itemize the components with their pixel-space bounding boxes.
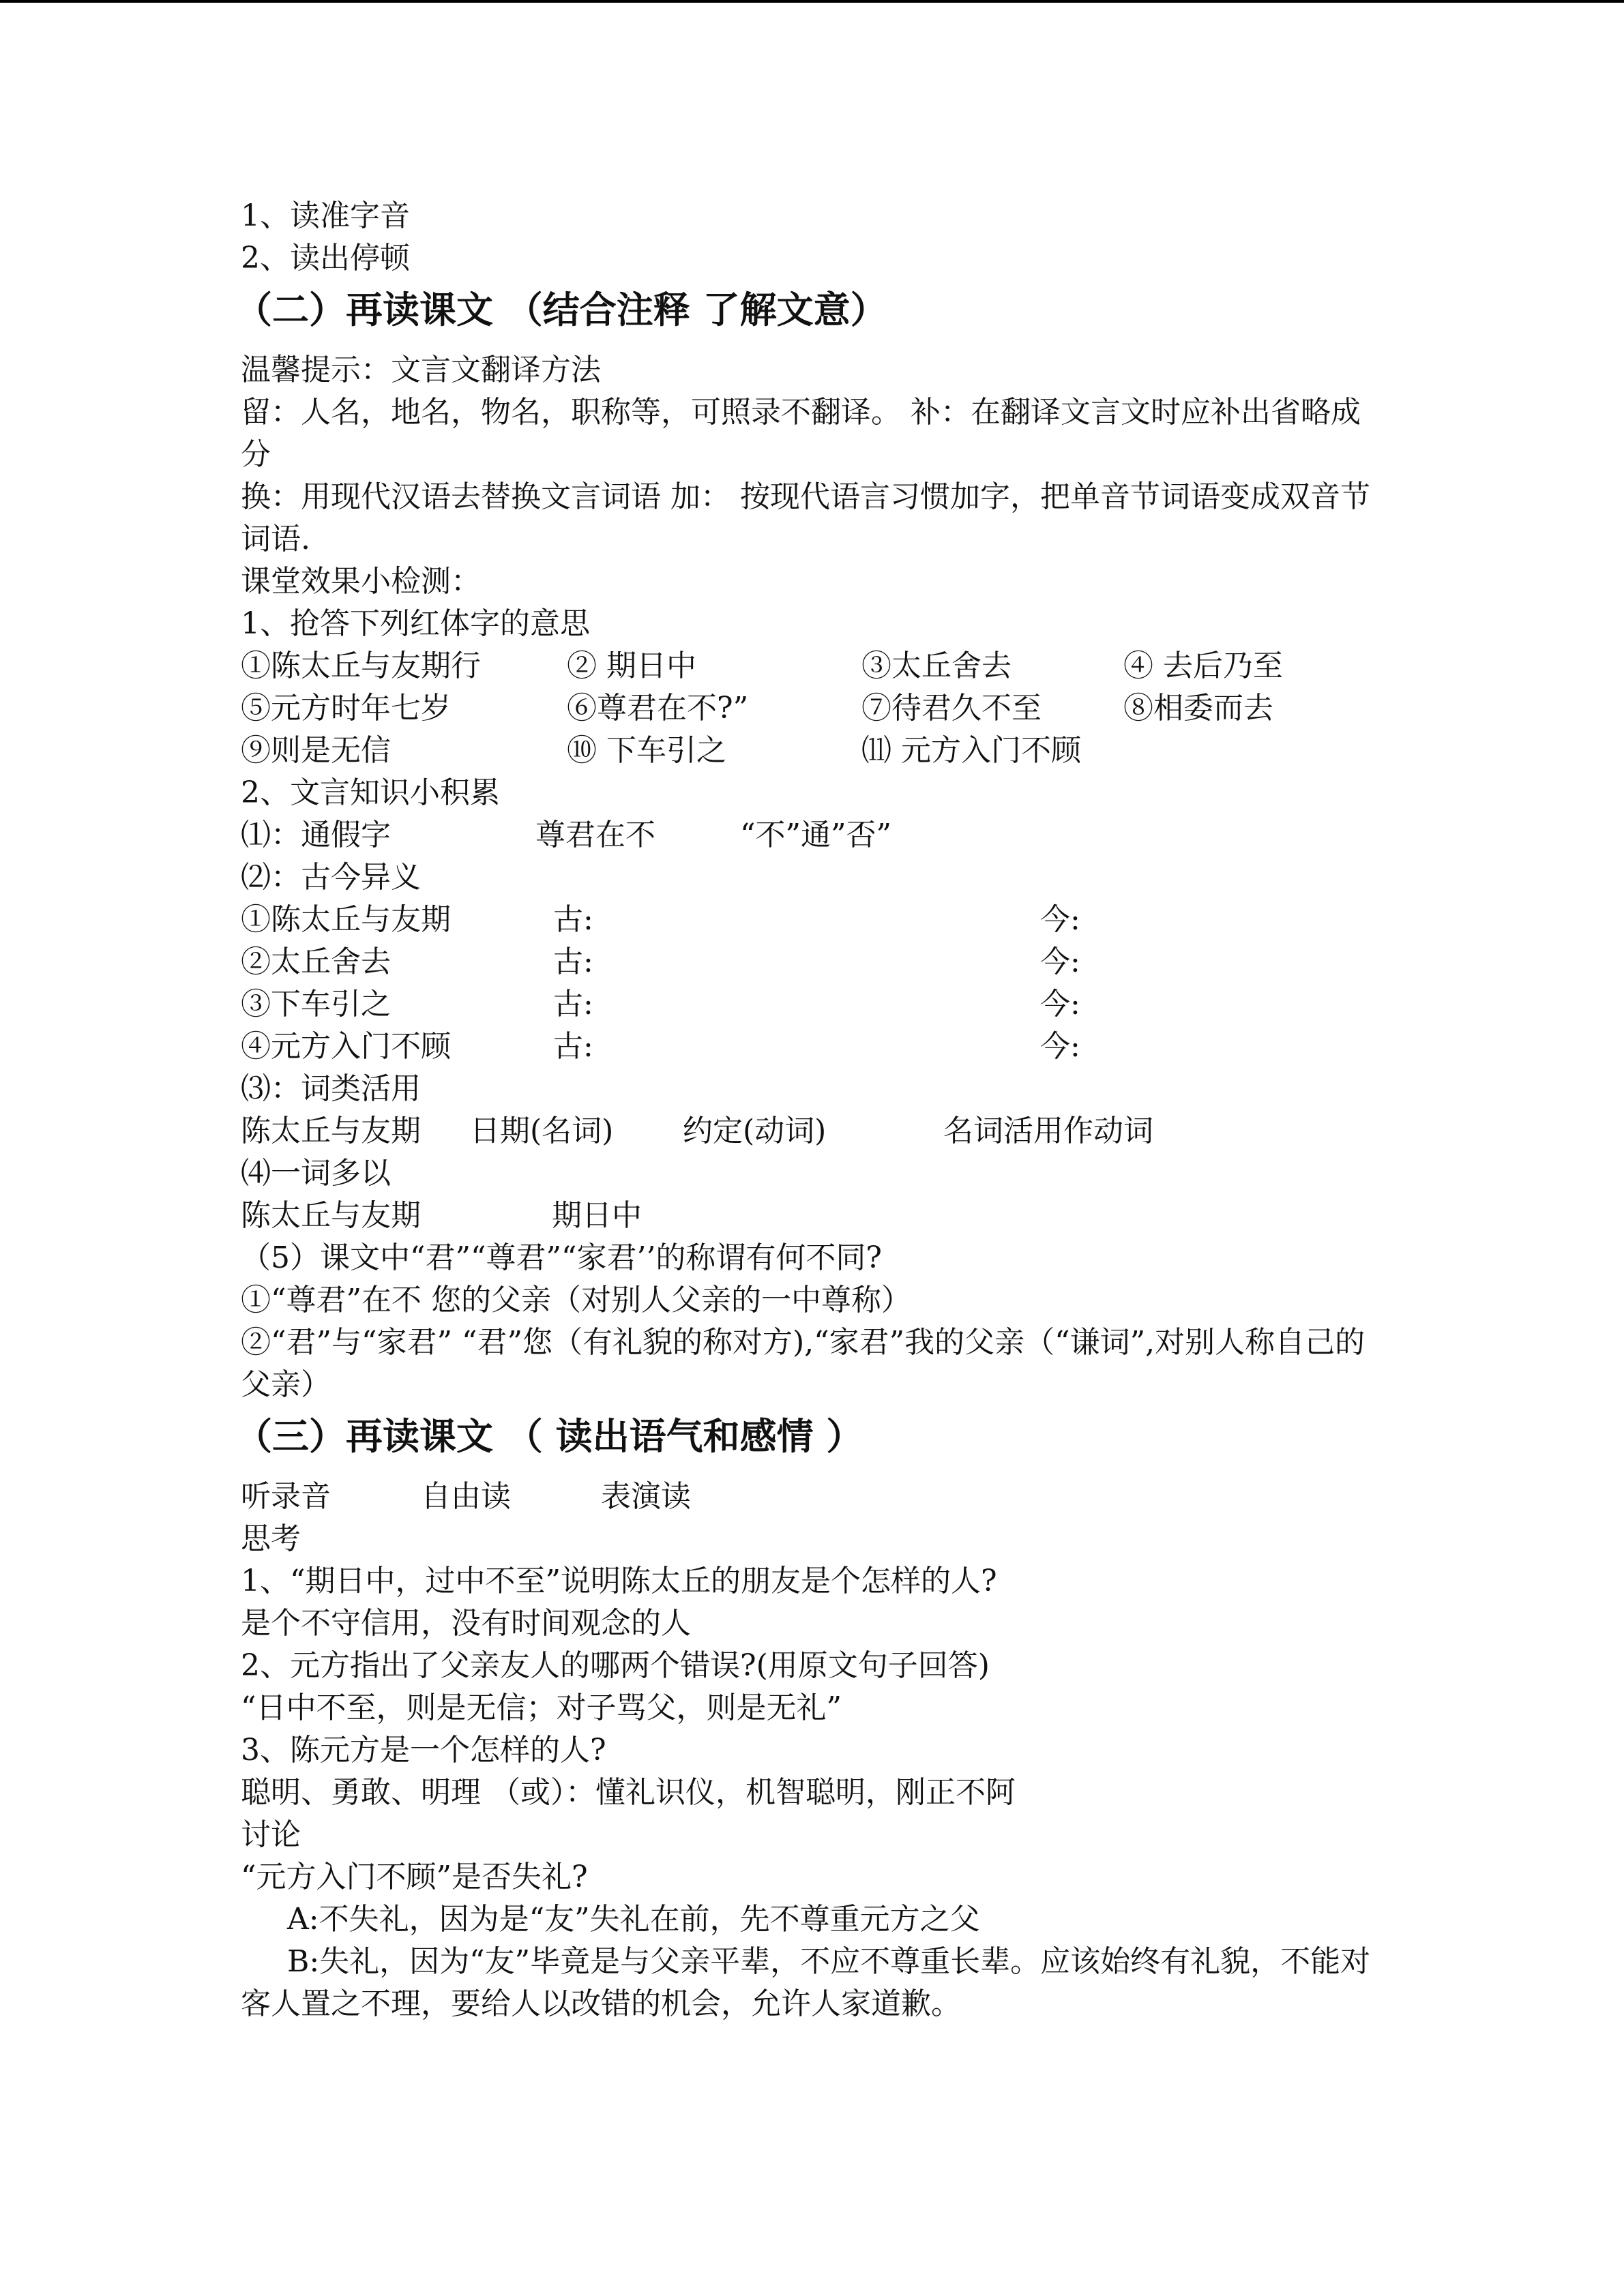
gujin-phrase: ①陈太丘与友期 xyxy=(241,902,451,937)
tongjia-row xyxy=(241,814,1387,856)
q1-item: ⑾ 元方入门不顾 xyxy=(861,733,1081,768)
chengwei-question: （5）课文中“君”“尊君”“家君’’的称谓有何不同? xyxy=(241,1240,883,1275)
read-item-2: 2、读出停顿 xyxy=(241,241,410,275)
q1-item: ①陈太丘与友期行 xyxy=(241,648,481,683)
gujin-phrase: ④元方入门不顾 xyxy=(241,1029,451,1064)
gujin-jin: 今: xyxy=(1040,1029,1080,1064)
page-top-border xyxy=(0,0,1624,3)
gujin-jin: 今: xyxy=(1040,944,1080,979)
duoyi-phrase-1: 陈太丘与友期 xyxy=(241,1198,421,1233)
gujin-phrase: ②太丘舍去 xyxy=(241,944,391,979)
gujin-jin: 今: xyxy=(1040,902,1080,937)
method-listen: 听录音 xyxy=(241,1479,331,1514)
read-item-1: 1、读准字音 xyxy=(241,198,410,233)
discuss-question: “元方入门不顾”是否失礼? xyxy=(241,1860,588,1894)
discuss-answer-a: A:不失礼，因为是“友”失礼在前，先不尊重元方之父 xyxy=(287,1902,980,1937)
q1-item: ② 期日中 xyxy=(567,648,696,683)
duoyi-row xyxy=(241,1195,1387,1237)
check-title: 课堂效果小检测： xyxy=(241,564,481,599)
document-body xyxy=(235,195,1387,2025)
gujin-gu: 古: xyxy=(553,987,593,1022)
gujin-gu: 古: xyxy=(553,944,593,979)
q1-item: ③太丘舍去 xyxy=(861,648,1012,683)
think-title: 思考 xyxy=(241,1521,301,1556)
section3-heading: （三）再读课文 （ 读出语气和感情 ） xyxy=(235,1415,863,1458)
chengwei-answer-1: ①“尊君”在不 您的父亲（对别人父亲的一中尊称） xyxy=(241,1283,911,1317)
tongjia-note: “不”通”否” xyxy=(740,818,891,852)
cilei-verb: 约定(动词) xyxy=(683,1114,827,1148)
gujin-gu: 古: xyxy=(553,902,593,937)
reading-methods xyxy=(241,1476,1387,1518)
method-perform: 表演读 xyxy=(601,1479,691,1514)
q1-row-1 xyxy=(241,645,1387,687)
think-question-2: 2、元方指出了父亲友人的哪两个错误?(用原文句子回答) xyxy=(241,1648,990,1683)
q1-item: ⑥尊君在不?” xyxy=(567,691,749,726)
think-question-1: 1、“期日中，过中不至”说明陈太丘的朋友是个怎样的人? xyxy=(241,1564,997,1598)
q1-item: ⑨则是无信 xyxy=(241,733,391,768)
cilei-noun: 日期(名词) xyxy=(470,1114,614,1148)
tip-huan-jia: 换：用现代汉语去替换文言词语 加： 按现代语言习惯加字，把单音节词语变成双音节词语. xyxy=(241,479,1370,556)
q1-row-2 xyxy=(241,687,1387,730)
discuss-answer-b: B:失礼，因为“友”毕竟是与父亲平辈，不应不尊重长辈。应该始终有礼貌，不能对客人置之不理，要给人以改错的机会，允许人家道歉。 xyxy=(241,1944,1371,2021)
tip-title: 温馨提示：文言文翻译方法 xyxy=(241,353,601,387)
think-answer-3: 聪明、勇敢、明理 （或）：懂礼识仪，机智聪明，刚正不阿 xyxy=(241,1775,1016,1810)
cilei-phrase: 陈太丘与友期 xyxy=(241,1114,421,1148)
cilei-row xyxy=(241,1110,1387,1152)
method-free: 自由读 xyxy=(421,1479,511,1514)
q1-item: ⑦待君久不至 xyxy=(861,691,1042,726)
q2-title: 2、文言知识小积累 xyxy=(241,775,500,810)
q1-item: ⑧相委而去 xyxy=(1123,691,1273,726)
gujin-gu: 古: xyxy=(553,1029,593,1064)
tip-liu-bu: 留：人名，地名，物名，职称等，可照录不翻译。 补：在翻译文言文时应补出省略成分 xyxy=(241,395,1361,472)
think-answer-2: “日中不至，则是无信；对子骂父，则是无礼” xyxy=(241,1690,842,1725)
duoyi-phrase-2: 期日中 xyxy=(552,1198,642,1233)
q1-row-3 xyxy=(241,730,1387,772)
q1-item: ⑩ 下车引之 xyxy=(567,733,726,768)
q1-title: 1、抢答下列红体字的意思 xyxy=(241,606,590,641)
discuss-title: 讨论 xyxy=(241,1817,301,1852)
cilei-title: ⑶：词类活用 xyxy=(241,1071,421,1106)
duoyi-title: ⑷一词多以 xyxy=(241,1156,391,1191)
think-answer-1: 是个不守信用，没有时间观念的人 xyxy=(241,1606,691,1641)
gujin-row-3 xyxy=(241,983,1387,1026)
think-question-3: 3、陈元方是一个怎样的人? xyxy=(241,1733,606,1768)
gujin-jin: 今: xyxy=(1040,987,1080,1022)
q1-item: ⑤元方时年七岁 xyxy=(241,691,451,726)
gujin-row-1 xyxy=(241,899,1387,941)
cilei-note: 名词活用作动词 xyxy=(943,1114,1153,1148)
gujin-row-2 xyxy=(241,941,1387,983)
section2-heading: （二）再读课文 （结合注释 了解文意） xyxy=(235,288,887,331)
tongjia-label: ⑴：通假字 xyxy=(241,818,391,852)
gujin-row-4 xyxy=(241,1026,1387,1068)
gujin-phrase: ③下车引之 xyxy=(241,987,391,1022)
chengwei-answer-2: ②“君”与“家君” “君”您（有礼貌的称对方),“家君”我的父亲（“谦词”,对别人称自己的父亲） xyxy=(241,1325,1365,1402)
gujin-title: ⑵：古今异义 xyxy=(241,860,421,895)
q1-item: ④ 去后乃至 xyxy=(1123,648,1283,683)
tongjia-example: 尊君在不 xyxy=(535,818,655,852)
